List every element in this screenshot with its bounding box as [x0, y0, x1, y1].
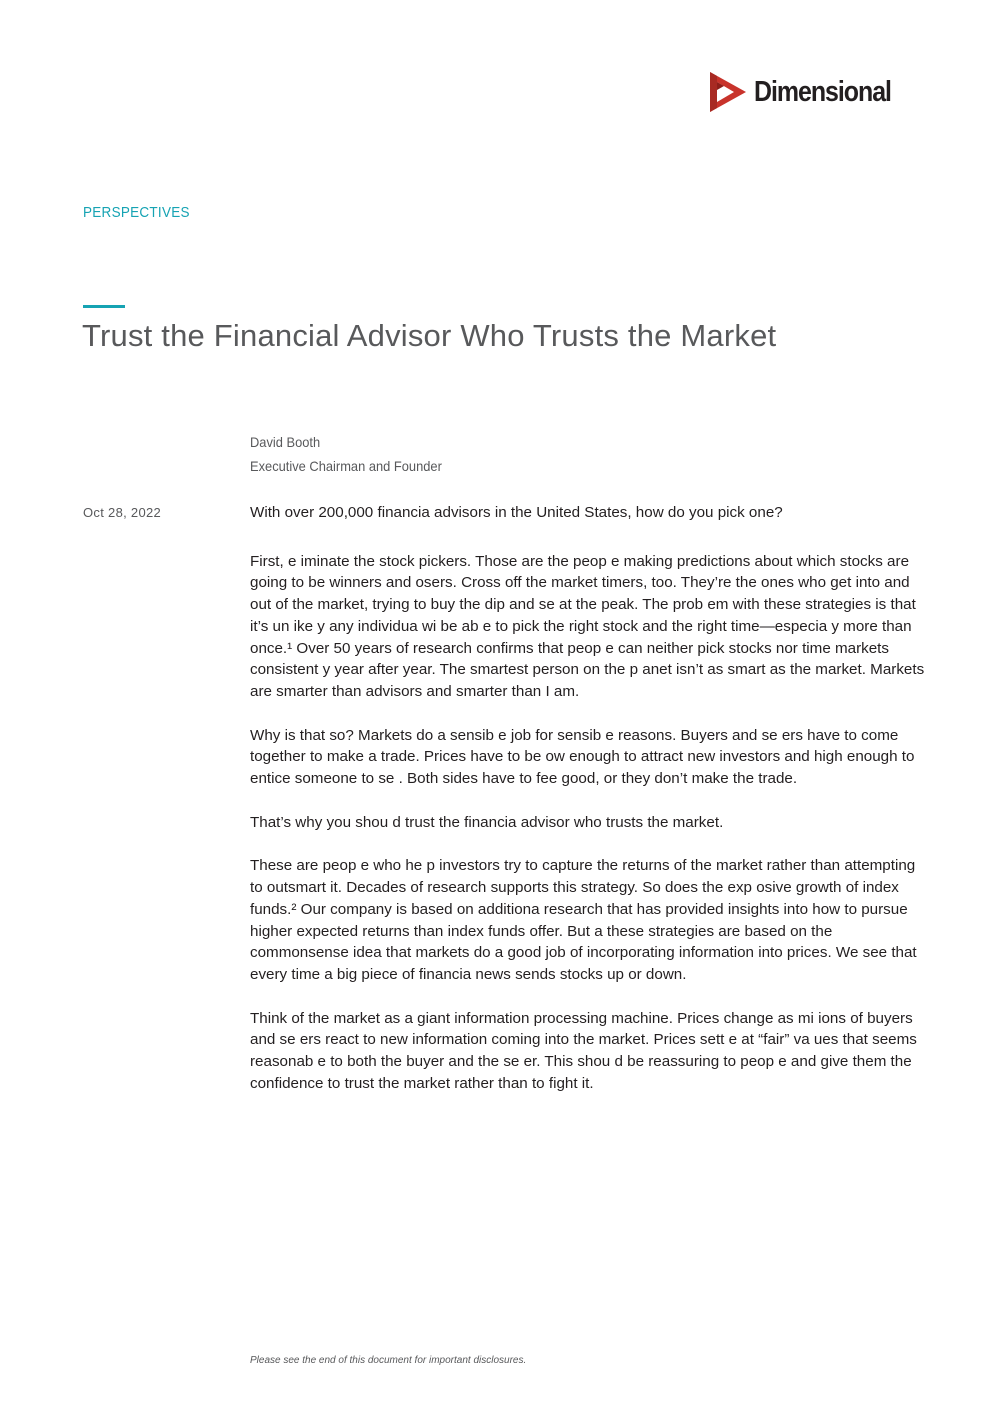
paragraph: These are peop e who he p investors try to capture the returns of the market rather than attempting to outsmart it. Decades of research supports this strategy. So does the exp osive growth of index funds.² Our company is based on additiona research that has provided insights into how to pursue higher expected returns than index funds offer. But a these strategies are based on the commonsense idea that markets do a good job of incorporating information into prices. We see that every time a big piece of financia news sends stocks up or down. [250, 857, 917, 983]
author-name: David Booth [250, 434, 321, 450]
paragraph: With over 200,000 financia advisors in the United States, how do you pick one? [250, 504, 783, 521]
article-body [250, 502, 930, 1116]
dimensional-logo-icon [708, 70, 748, 114]
brand-logo [708, 70, 913, 114]
paragraph: First, e iminate the stock pickers. Those are the peop e making predictions about which stocks are going to be winners and osers. Cross off the market timers, too. They’re the ones who get into and out of the market, trying to buy the dip and se at the peak. The prob em with these strategies is that it’s un ike y any individua wi be ab e to pick the right stock and the right time—especia y more than once.¹ Over 50 years of research confirms that peop e can neither pick stocks nor time markets consistent y year after year. The smartest person on the p anet isn’t as smart as the market. Markets are smarter than advisors and smarter than I am. [250, 552, 925, 700]
author-block [250, 430, 442, 478]
title-accent-rule [83, 305, 125, 308]
publish-date: Oct 28, 2022 [83, 505, 162, 520]
page-title: Trust the Financial Advisor Who Trusts the Market [82, 318, 777, 353]
paragraph: Think of the market as a giant information processing machine. Prices change as mi ions of buyers and se ers react to new information coming into the market. Prices sett e at “fair” va ues that seems reasonab e to both the buyer and the se er. This shou d be reassuring to peop e and give them the confidence to trust the market rather than to fight it. [250, 1009, 917, 1092]
author-role: Executive Chairman and Founder [250, 458, 442, 474]
paragraph: That’s why you shou d trust the financia advisor who trusts the market. [250, 813, 724, 831]
section-label: PERSPECTIVES [83, 204, 190, 221]
disclosure-note: Please see the end of this document for important disclosures. [250, 1355, 527, 1366]
logo-wordmark: Dimensional [754, 75, 891, 108]
paragraph: Why is that so? Markets do a sensib e job for sensib e reasons. Buyers and se ers have to come together to make a trade. Prices have to be ow enough to attract new investors and high enough to entice someone to se . Both sides have to fee good, or they don’t make the trade. [250, 726, 915, 788]
